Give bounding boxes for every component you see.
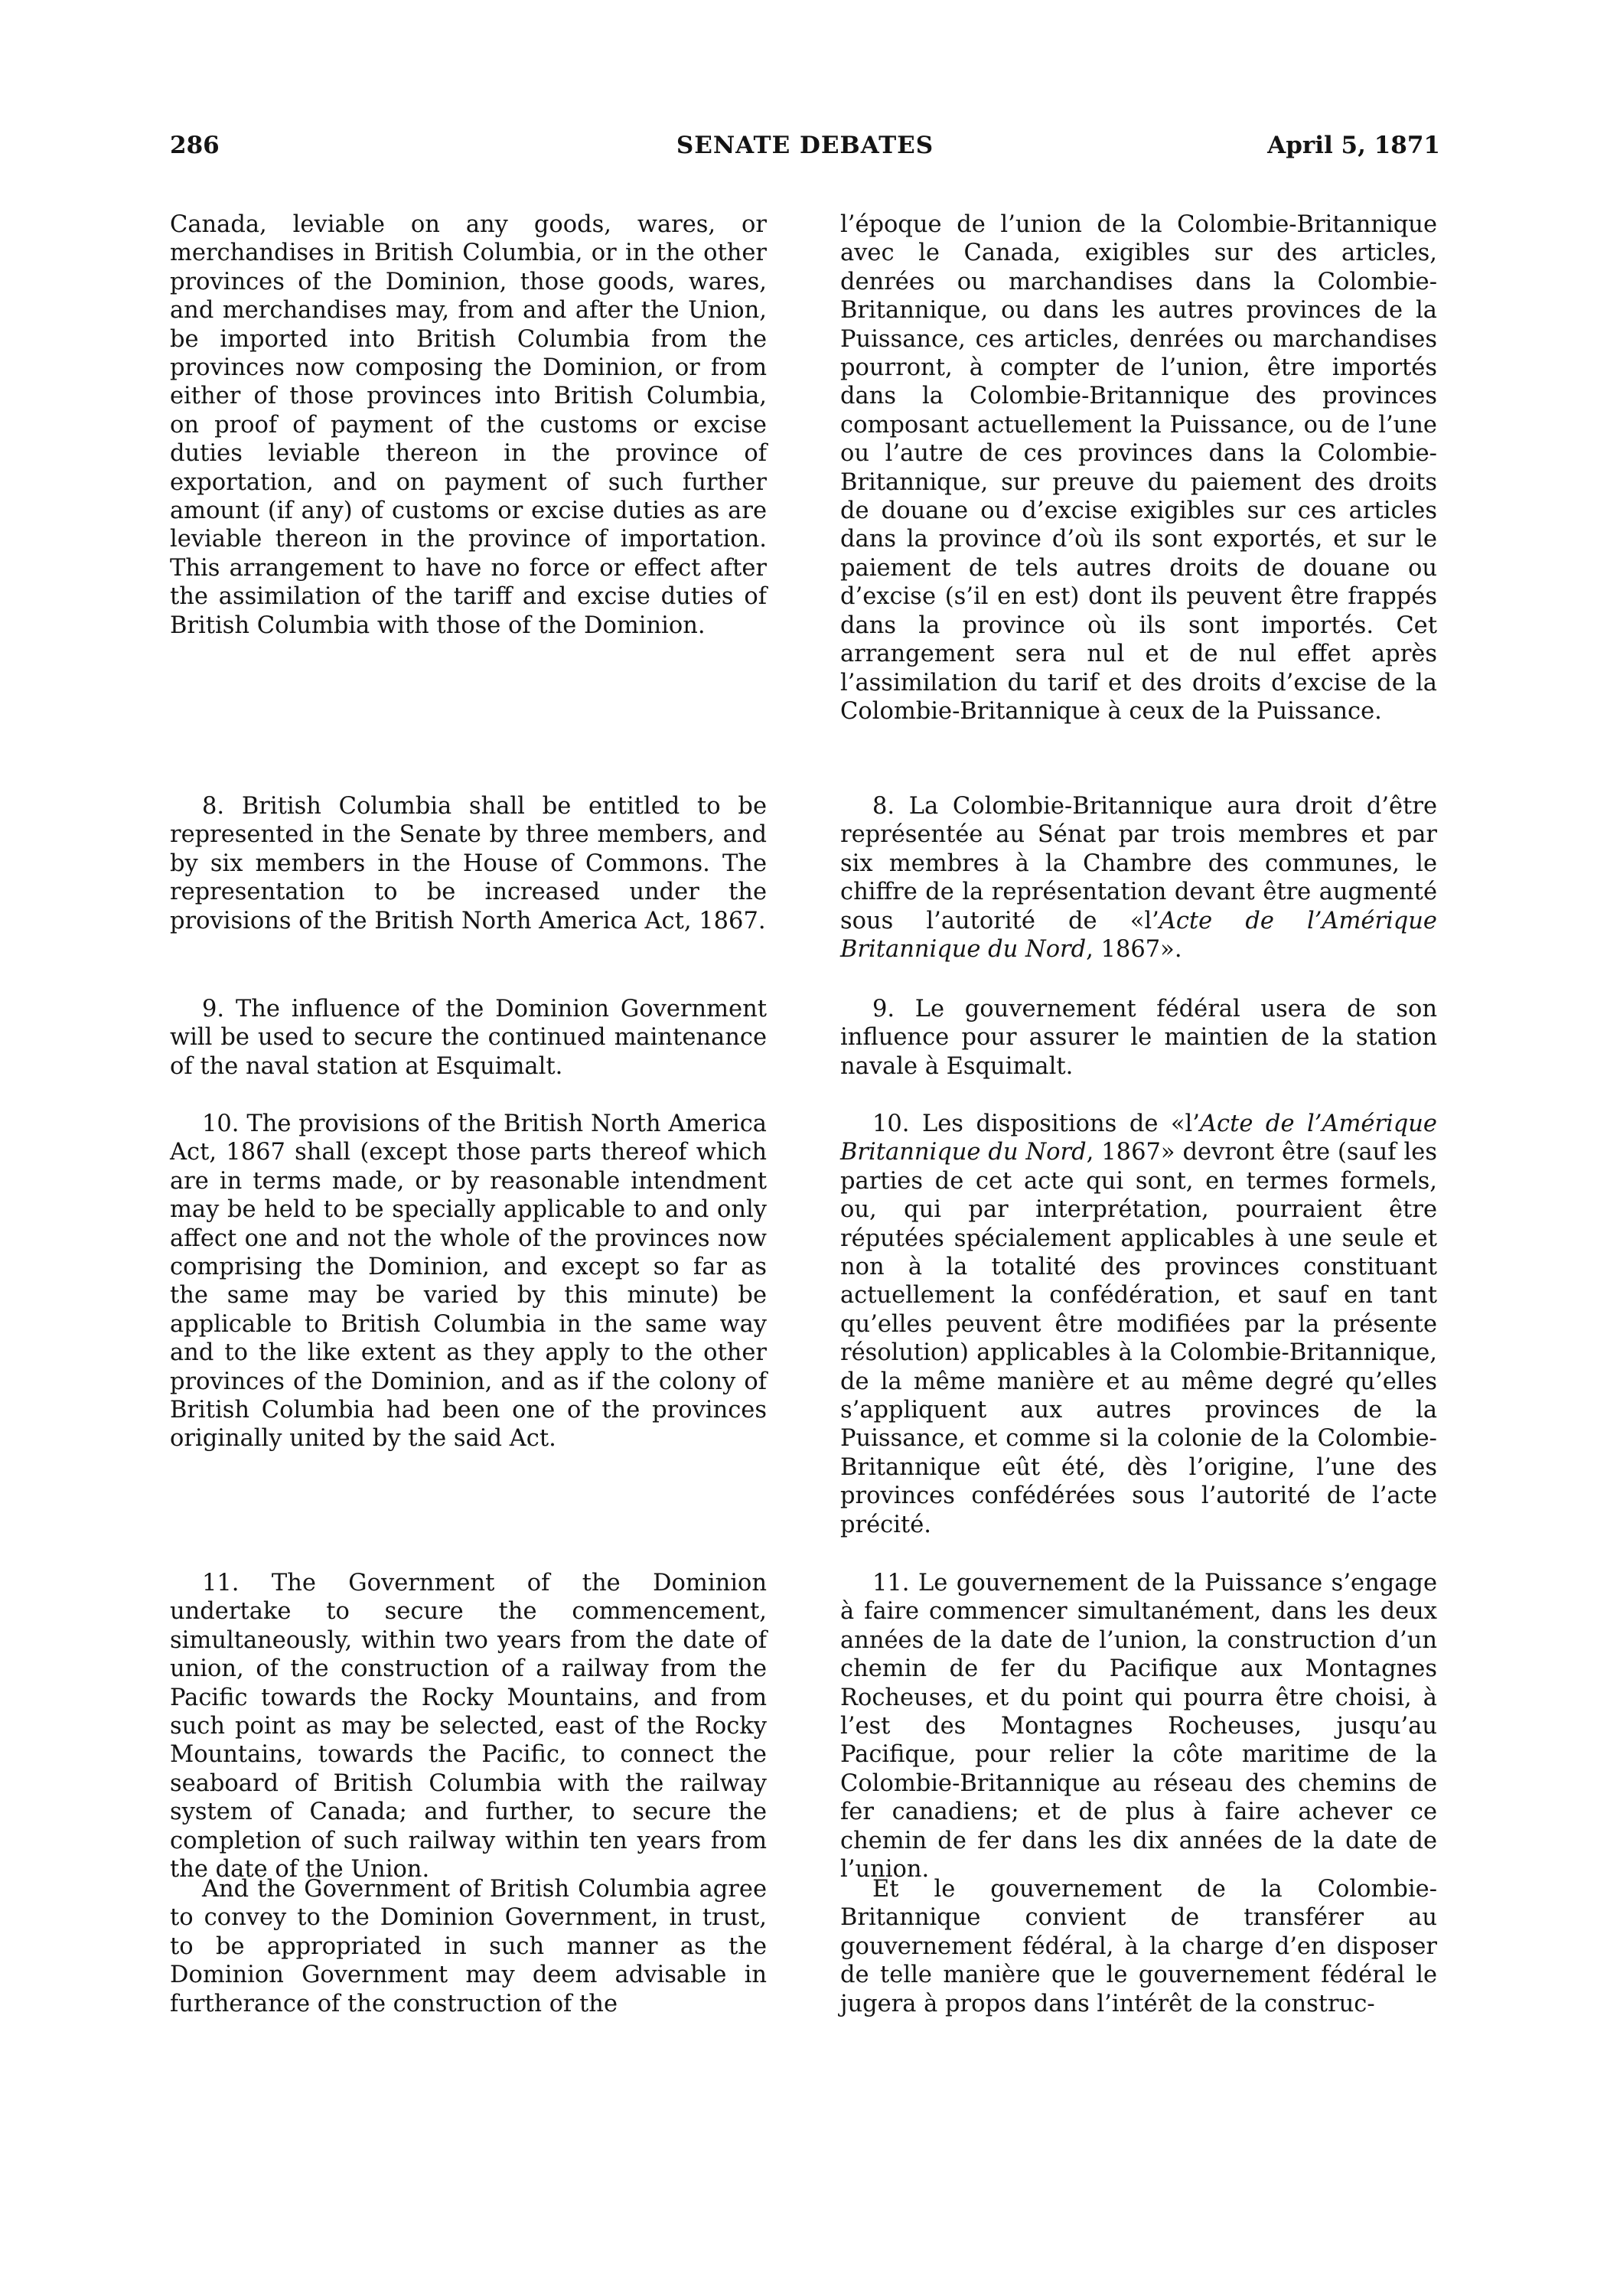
- header-date: April 5, 1871: [1267, 132, 1440, 159]
- english-paragraph: 11. The Government of the Dominion undertake to secure the commencement, simultaneously, within two years from the date of union, of the construction of a railway from the Pacific towards the Rocky Mountains, and from such point as may be selected, east of the Rocky Mountains, towards the Pacific, to connect the seaboard of British Columbia with the railway system of Canada; and further, to secure the completion of such railway within ten years from the date of the Union.: [170, 1570, 767, 1883]
- english-paragraph: Canada, leviable on any goods, wares, or merchandises in British Columbia, or in the other provinces of the Dominion, those goods, wares, and merchandises may, from and after the Union, be imported into British Columbia from the provinces now composing the Dominion, or from either of those provinces into British Columbia, on proof of payment of the customs or excise duties leviable thereon in the province of exportation, and on payment of such further amount (if any) of customs or excise duties as are leviable thereon in the province of importation. This arrangement to have no force or effect after the assimilation of the tariff and excise duties of British Columbia with those of the Dominion.: [170, 211, 767, 639]
- running-title: SENATE DEBATES: [676, 132, 934, 159]
- page-header: [170, 132, 1440, 170]
- english-paragraph: 9. The influence of the Dominion Government will be used to secure the continued maintenance of the naval station at Esquimalt.: [170, 996, 767, 1080]
- english-paragraph: 10. The provisions of the British North America Act, 1867 shall (except those parts thereof which are in terms made, or by reasonable intendment may be held to be specially applicable to and only affect one and not the whole of the provinces now comprising the Dominion, and except so far as the same may be varied by this minute) be applicable to British Columbia in the same way and to the like extent as they apply to the other provinces of the Dominion, and as if the colony of British Columbia had been one of the provinces originally united by the said Act.: [170, 1110, 767, 1453]
- english-paragraph: 8. British Columbia shall be entitled to be represented in the Senate by three members, and by six members in the House of Commons. The representation to be increased under the provisions of the British North America Act, 1867.: [170, 793, 767, 934]
- french-paragraph: 11. Le gouvernement de la Puissance s’engage à faire commencer simultanément, dans les deux années de la date de l’union, la construction d’un chemin de fer du Pacifique aux Montagnes Rocheuses, et du point qui pourra être choisi, à l’est des Montagnes Rocheuses, jusqu’au Pacifique, pour relier la côte maritime de la Colombie-Britannique au réseau des chemins de fer canadiens; et de plus à faire achever ce chemin de fer dans les dix années de la date de l’union.: [840, 1570, 1437, 1883]
- page-number: 286: [170, 132, 220, 159]
- french-paragraph: 10. Les dispositions de «l’Acte de l’Amérique Britannique du Nord, 1867» devront être (sauf les parties de cet acte qui sont, en termes formels, ou, qui par interprétation, pourraient être réputées spécialement applicables à une seule et non à la totalité des provinces constituant actuellement la confédération, et sauf en tant qu’elles peuvent être modifiées par la présente résolution) applicables à la Colombie-Britannique, de la même manière et au même degré qu’elles s’appliquent aux autres provinces de la Puissance, et comme si la colonie de la Colombie-Britannique eût été, dès l’origine, l’une des provinces confédérées sous l’autorité de l’acte précité.: [840, 1110, 1437, 1538]
- french-paragraph: 9. Le gouvernement fédéral usera de son influence pour assurer le maintien de la station navale à Esquimalt.: [840, 996, 1437, 1080]
- french-paragraph: 8. La Colombie-Britannique aura droit d’être représentée au Sénat par trois membres et par six membres à la Chambre des communes, le chiffre de la représentation devant être augmenté sous l’autorité de «l’Acte de l’Amérique Britannique du Nord, 1867».: [840, 793, 1437, 964]
- french-paragraph: Et le gouvernement de la Colombie-Britannique convient de transférer au gouvernement fédéral, à la charge d’en disposer de telle manière que le gouvernement fédéral le jugera à propos dans l’intérêt de la construc-: [840, 1876, 1437, 2017]
- french-paragraph: l’époque de l’union de la Colombie-Britannique avec le Canada, exigibles sur des articles, denrées ou marchandises dans la Colombie-Britannique, ou dans les autres provinces de la Puissance, ces articles, denrées ou marchandises pourront, à compter de l’union, être importés dans la Colombie-Britannique des provinces composant actuellement la Puissance, ou de l’une ou l’autre de ces provinces dans la Colombie-Britannique, sur preuve du paiement des droits de douane ou d’excise exigibles sur ces articles dans la province d’où ils sont exportés, et sur le paiement de tels autres droits de douane ou d’excise (s’il en est) dont ils peuvent être frappés dans la province où ils sont importés. Cet arrangement sera nul et de nul effet après l’assimilation du tarif et des droits d’excise de la Colombie-Britannique à ceux de la Puissance.: [840, 211, 1437, 725]
- english-paragraph: And the Government of British Columbia agree to convey to the Dominion Government, in trust, to be appropriated in such manner as the Dominion Government may deem advisable in furtherance of the construction of the: [170, 1876, 767, 2017]
